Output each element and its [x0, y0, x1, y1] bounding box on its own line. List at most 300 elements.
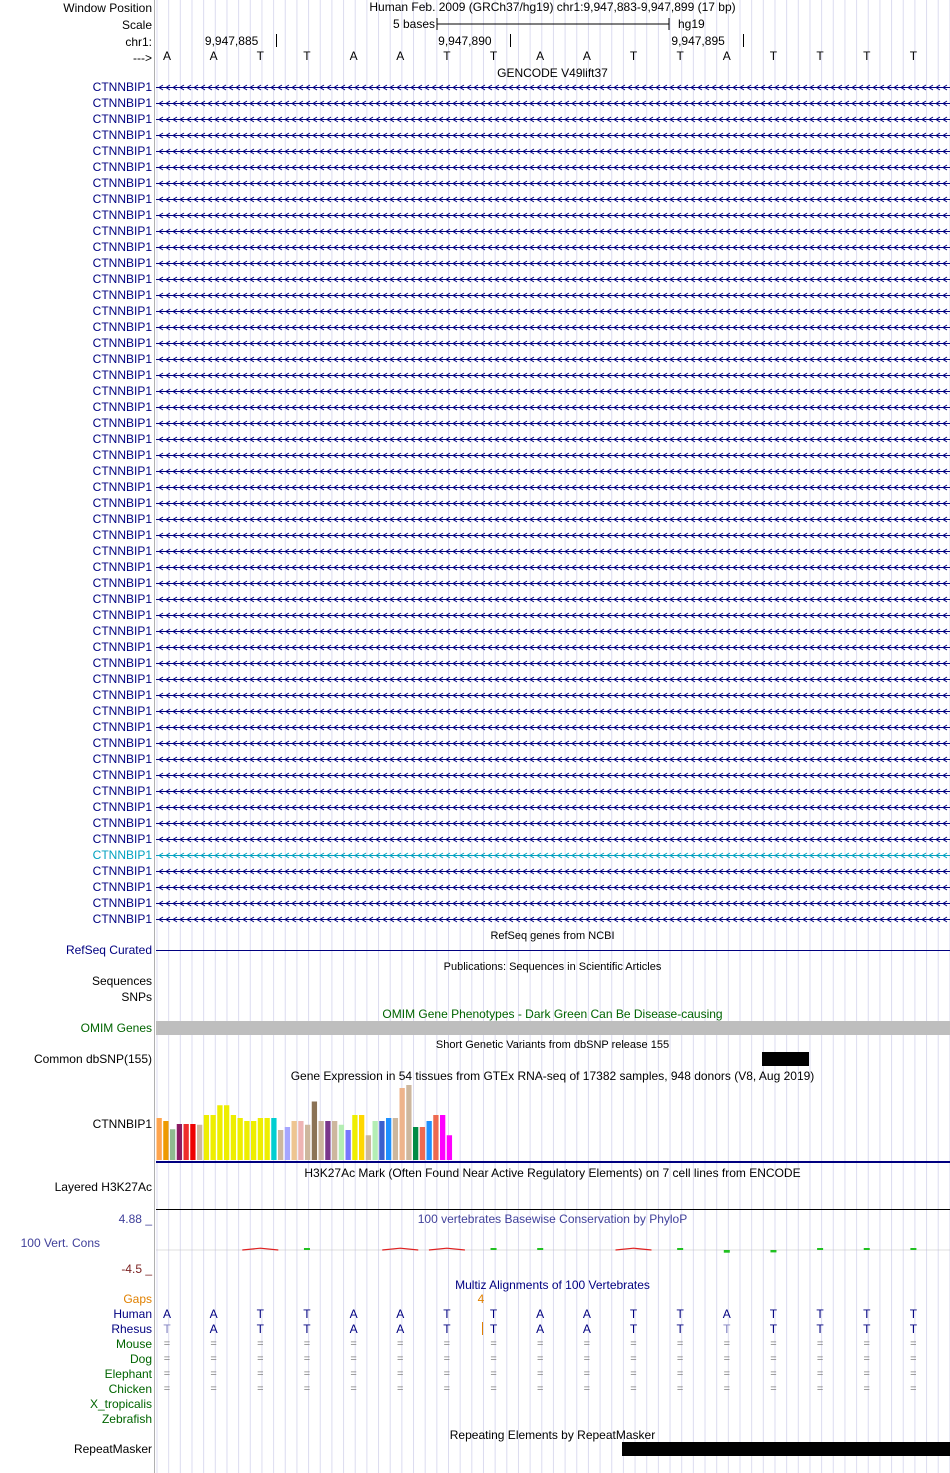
gtex-tissue-bar[interactable] — [319, 1121, 324, 1160]
identical-base-symbol: = — [210, 1338, 217, 1350]
identical-base-symbol: = — [443, 1383, 451, 1395]
gap-count: 4 — [477, 1292, 485, 1306]
species-label[interactable]: Dog — [129, 1352, 152, 1366]
gtex-tissue-bar[interactable] — [163, 1121, 168, 1160]
gtex-tissue-bar[interactable] — [197, 1125, 202, 1160]
phylop-mark — [537, 1248, 543, 1250]
human-base: A — [162, 1307, 171, 1321]
gencode-transcript[interactable] — [156, 197, 950, 202]
gtex-tissue-bar[interactable] — [305, 1125, 310, 1160]
phylop-mark — [677, 1248, 683, 1250]
gencode-transcript[interactable] — [156, 677, 950, 682]
gencode-transcript[interactable] — [156, 629, 950, 634]
gencode-gene-label[interactable]: CTNNBIP1 — [92, 608, 152, 622]
gencode-transcript[interactable] — [156, 357, 950, 362]
gtex-tissue-bar[interactable] — [298, 1121, 303, 1160]
identical-base-symbol: = — [863, 1338, 870, 1350]
gtex-tissue-bar[interactable] — [332, 1121, 337, 1160]
gencode-transcript[interactable] — [156, 581, 950, 586]
identical-base-symbol: = — [443, 1338, 451, 1350]
rhesus-base: T — [676, 1322, 684, 1336]
gencode-gene-label[interactable]: CTNNBIP1 — [92, 160, 152, 174]
species-label[interactable]: Chicken — [108, 1382, 152, 1396]
gencode-gene-label[interactable]: CTNNBIP1 — [92, 864, 152, 878]
strand-label[interactable]: ---> — [133, 51, 152, 65]
gencode-transcript[interactable] — [156, 165, 950, 170]
gtex-tissue-bar[interactable] — [346, 1130, 351, 1160]
ruler-tick-label: 9,947,885 — [204, 34, 259, 48]
gencode-transcript[interactable] — [156, 389, 950, 394]
gencode-gene-label[interactable]: CTNNBIP1 — [92, 704, 152, 718]
gencode-transcript[interactable] — [156, 821, 950, 826]
gencode-gene-label[interactable]: CTNNBIP1 — [92, 720, 152, 734]
gtex-tissue-bar[interactable] — [177, 1124, 182, 1160]
gtex-tissue-bar[interactable] — [251, 1121, 256, 1160]
gtex-tissue-bar[interactable] — [190, 1124, 195, 1160]
identical-base-symbol: = — [910, 1368, 917, 1380]
label-panel-divider — [154, 0, 155, 1473]
repeatmasker-track-title: Repeating Elements by RepeatMasker — [449, 1428, 656, 1442]
gencode-transcript[interactable] — [156, 917, 950, 922]
gtex-tissue-bar[interactable] — [238, 1118, 243, 1160]
gtex-tissue-bar[interactable] — [440, 1115, 445, 1160]
gtex-label[interactable]: CTNNBIP1 — [92, 1117, 152, 1131]
gtex-tissue-bar[interactable] — [420, 1127, 425, 1160]
dna-base: T — [629, 49, 638, 63]
gtex-tissue-bar[interactable] — [427, 1121, 432, 1160]
gencode-transcript[interactable] — [156, 101, 950, 106]
gencode-transcript[interactable] — [156, 181, 950, 186]
gtex-tissue-bar[interactable] — [184, 1124, 189, 1160]
gencode-transcript[interactable] — [156, 645, 950, 650]
human-base: T — [816, 1307, 824, 1321]
identical-base-symbol: = — [676, 1368, 684, 1380]
identical-base-symbol: = — [303, 1383, 311, 1395]
gencode-transcript[interactable] — [156, 149, 950, 154]
species-label[interactable]: Mouse — [115, 1337, 152, 1351]
gencode-gene-label[interactable]: CTNNBIP1 — [92, 752, 152, 766]
gencode-transcript[interactable] — [156, 517, 950, 522]
gencode-transcript[interactable] — [156, 293, 950, 298]
identical-base-symbol: = — [723, 1353, 731, 1365]
omim-track-title: OMIM Gene Phenotypes - Dark Green Can Be Disease-causing — [382, 1007, 723, 1021]
identical-base-symbol: = — [303, 1368, 311, 1380]
human-base: T — [676, 1307, 684, 1321]
gencode-transcript[interactable] — [156, 741, 950, 746]
gencode-gene-label[interactable]: CTNNBIP1 — [92, 416, 152, 430]
rhesus-base: A — [396, 1322, 405, 1336]
gencode-gene-label[interactable]: CTNNBIP1 — [92, 560, 152, 574]
gtex-tissue-bar[interactable] — [204, 1115, 209, 1160]
gencode-transcript[interactable] — [156, 485, 950, 490]
rhesus-base: T — [443, 1322, 451, 1336]
identical-base-symbol: = — [723, 1383, 731, 1395]
gencode-gene-label[interactable]: CTNNBIP1 — [92, 912, 152, 926]
gencode-gene-label[interactable]: CTNNBIP1 — [92, 448, 152, 462]
gtex-tissue-bar[interactable] — [224, 1105, 229, 1160]
gencode-transcript[interactable] — [156, 901, 950, 906]
identical-base-symbol: = — [676, 1383, 684, 1395]
gencode-gene-label[interactable]: CTNNBIP1 — [92, 320, 152, 334]
gencode-gene-label[interactable]: CTNNBIP1 — [92, 656, 152, 670]
publications-track-title: Publications: Sequences in Scientific Articles — [443, 961, 662, 973]
identical-base-symbol: = — [303, 1338, 311, 1350]
identical-base-symbol: = — [910, 1383, 917, 1395]
human-base: A — [582, 1307, 591, 1321]
human-base: T — [629, 1307, 638, 1321]
dbsnp-feature[interactable] — [762, 1052, 809, 1066]
gencode-transcript[interactable] — [156, 453, 950, 458]
dna-base: T — [303, 49, 311, 63]
repeatmasker-label[interactable]: RepeatMasker — [73, 1442, 152, 1456]
identical-base-symbol: = — [350, 1338, 357, 1350]
gencode-transcript[interactable] — [156, 693, 950, 698]
gencode-gene-label[interactable]: CTNNBIP1 — [92, 464, 152, 478]
h3k27ac-label[interactable]: Layered H3K27Ac — [54, 1180, 152, 1194]
phylop-mark — [864, 1248, 870, 1250]
species-label[interactable]: X_tropicalis — [89, 1397, 152, 1411]
gencode-gene-label[interactable]: CTNNBIP1 — [92, 640, 152, 654]
gencode-gene-label[interactable]: CTNNBIP1 — [92, 512, 152, 526]
repeatmasker-feature[interactable] — [622, 1442, 950, 1456]
gencode-gene-label[interactable]: CTNNBIP1 — [92, 400, 152, 414]
identical-base-symbol: = — [163, 1368, 171, 1380]
gencode-gene-label[interactable]: CTNNBIP1 — [92, 576, 152, 590]
ruler-tick-mark — [743, 34, 744, 47]
gtex-tissue-bar[interactable] — [386, 1118, 391, 1160]
phylop-track-title: 100 vertebrates Basewise Conservation by PhyloP — [417, 1212, 688, 1226]
gencode-transcript[interactable] — [156, 245, 950, 250]
dna-base: A — [162, 49, 171, 63]
gtex-tissue-bar[interactable] — [258, 1118, 263, 1160]
gencode-gene-label[interactable]: CTNNBIP1 — [92, 336, 152, 350]
gencode-gene-label[interactable]: CTNNBIP1 — [92, 544, 152, 558]
gtex-tissue-bar[interactable] — [339, 1125, 344, 1160]
gencode-gene-label[interactable]: CTNNBIP1 — [92, 832, 152, 846]
identical-base-symbol: = — [816, 1353, 824, 1365]
gtex-track-separator — [156, 1161, 950, 1163]
identical-base-symbol: = — [536, 1368, 544, 1380]
human-base: A — [536, 1307, 545, 1321]
gtex-tissue-bar[interactable] — [393, 1118, 398, 1160]
gtex-track-title: Gene Expression in 54 tissues from GTEx RNA-seq of 17382 samples, 948 donors (V8, Aug 2019) — [290, 1069, 815, 1083]
gtex-tissue-bar[interactable] — [157, 1118, 162, 1160]
gencode-transcript[interactable] — [156, 789, 950, 794]
gencode-transcript[interactable] — [156, 885, 950, 890]
omim-feature-bar[interactable] — [156, 1021, 950, 1035]
gencode-gene-label[interactable]: CTNNBIP1 — [92, 192, 152, 206]
identical-base-symbol: = — [257, 1338, 264, 1350]
identical-base-symbol: = — [676, 1338, 684, 1350]
rhesus-base: A — [582, 1322, 591, 1336]
gtex-tissue-bar[interactable] — [325, 1121, 330, 1160]
gencode-transcript[interactable] — [156, 709, 950, 714]
identical-base-symbol: = — [397, 1353, 404, 1365]
dna-base: T — [909, 49, 918, 63]
gencode-gene-label[interactable]: CTNNBIP1 — [92, 240, 152, 254]
identical-base-symbol: = — [770, 1353, 777, 1365]
identical-base-symbol: = — [257, 1368, 264, 1380]
gtex-tissue-bar[interactable] — [211, 1115, 216, 1160]
gencode-transcript[interactable] — [156, 373, 950, 378]
gencode-gene-label[interactable]: CTNNBIP1 — [92, 272, 152, 286]
rhesus-base: T — [303, 1322, 311, 1336]
gencode-transcript[interactable] — [156, 341, 950, 346]
phylop-mark — [491, 1248, 497, 1250]
gencode-gene-label[interactable]: CTNNBIP1 — [92, 480, 152, 494]
gencode-gene-label[interactable]: CTNNBIP1 — [92, 592, 152, 606]
identical-base-symbol: = — [443, 1368, 451, 1380]
gencode-gene-label[interactable]: CTNNBIP1 — [92, 688, 152, 702]
gencode-gene-label[interactable]: CTNNBIP1 — [92, 128, 152, 142]
dna-base: A — [349, 49, 358, 63]
identical-base-symbol: = — [676, 1353, 684, 1365]
gencode-gene-label[interactable]: CTNNBIP1 — [92, 736, 152, 750]
gencode-gene-label[interactable]: CTNNBIP1 — [92, 800, 152, 814]
gencode-transcript[interactable] — [156, 805, 950, 810]
gtex-tissue-bar[interactable] — [366, 1135, 371, 1160]
human-base: T — [769, 1307, 778, 1321]
identical-base-symbol: = — [910, 1338, 917, 1350]
phylop-plot[interactable] — [156, 1228, 950, 1273]
rhesus-base: T — [909, 1322, 918, 1336]
gencode-gene-label[interactable]: CTNNBIP1 — [92, 768, 152, 782]
gtex-tissue-bar[interactable] — [278, 1130, 283, 1160]
gencode-transcript[interactable] — [156, 757, 950, 762]
ruler-tick-mark — [510, 34, 511, 47]
gencode-transcript[interactable] — [156, 501, 950, 506]
omim-label[interactable]: OMIM Genes — [80, 1021, 152, 1035]
assembly-position-text: Human Feb. 2009 (GRCh37/hg19) chr1:9,947,883-9,947,899 (17 bp) — [369, 0, 736, 14]
identical-base-symbol: = — [630, 1353, 637, 1365]
dna-base: A — [396, 49, 405, 63]
gencode-transcript[interactable] — [156, 469, 950, 474]
publications-label-sequences[interactable]: Sequences — [91, 974, 152, 988]
species-label[interactable]: Elephant — [104, 1367, 152, 1381]
gencode-gene-label[interactable]: CTNNBIP1 — [92, 896, 152, 910]
gencode-transcript[interactable] — [156, 213, 950, 218]
gencode-transcript[interactable] — [156, 837, 950, 842]
identical-base-symbol: = — [723, 1338, 731, 1350]
phylop-label[interactable]: 100 Vert. Cons — [20, 1236, 100, 1250]
gencode-gene-label[interactable]: CTNNBIP1 — [92, 672, 152, 686]
identical-base-symbol: = — [630, 1338, 637, 1350]
gtex-tissue-bar[interactable] — [265, 1118, 270, 1160]
rhesus-base: T — [256, 1322, 264, 1336]
chrom-label[interactable]: chr1: — [125, 35, 152, 49]
gtex-tissue-bar[interactable] — [447, 1135, 452, 1160]
phylop-mark — [910, 1248, 916, 1250]
phylop-mark — [724, 1250, 730, 1253]
gencode-transcript[interactable] — [156, 261, 950, 266]
dna-base: T — [443, 49, 451, 63]
human-base: T — [489, 1307, 498, 1321]
identical-base-symbol: = — [536, 1383, 544, 1395]
publications-label-snps[interactable]: SNPs — [121, 990, 152, 1004]
gencode-transcript[interactable] — [156, 533, 950, 538]
gencode-gene-label[interactable]: CTNNBIP1 — [92, 880, 152, 894]
rhesus-base: T — [723, 1322, 731, 1336]
rhesus-base: A — [349, 1322, 358, 1336]
rhesus-base: A — [536, 1322, 545, 1336]
gencode-transcript[interactable] — [156, 613, 950, 618]
gencode-transcript[interactable] — [156, 773, 950, 778]
identical-base-symbol: = — [210, 1383, 217, 1395]
gencode-transcript[interactable] — [156, 309, 950, 314]
identical-base-symbol: = — [630, 1383, 637, 1395]
gencode-transcript[interactable] — [156, 229, 950, 234]
gtex-tissue-bar[interactable] — [312, 1102, 317, 1161]
gencode-gene-label[interactable]: CTNNBIP1 — [92, 352, 152, 366]
gencode-transcript[interactable] — [156, 869, 950, 874]
gencode-transcript[interactable] — [156, 549, 950, 554]
identical-base-symbol: = — [536, 1338, 544, 1350]
gencode-transcript[interactable] — [156, 661, 950, 666]
gencode-gene-label[interactable]: CTNNBIP1 — [92, 176, 152, 190]
gencode-gene-label[interactable]: CTNNBIP1 — [92, 80, 152, 94]
gtex-tissue-bar[interactable] — [170, 1129, 175, 1160]
gencode-gene-label[interactable]: CTNNBIP1 — [92, 96, 152, 110]
scale-db-text: hg19 — [678, 17, 705, 31]
gencode-transcript[interactable] — [156, 325, 950, 330]
identical-base-symbol: = — [257, 1353, 264, 1365]
identical-base-symbol: = — [163, 1338, 171, 1350]
gencode-transcript[interactable] — [156, 133, 950, 138]
gencode-features[interactable] — [156, 80, 950, 930]
gencode-transcript[interactable] — [156, 117, 950, 122]
dna-base: T — [769, 49, 778, 63]
gencode-gene-label[interactable]: CTNNBIP1 — [92, 848, 152, 862]
refseq-label[interactable]: RefSeq Curated — [65, 943, 152, 957]
identical-base-symbol: = — [630, 1368, 637, 1380]
gencode-transcript[interactable] — [156, 597, 950, 602]
identical-base-symbol: = — [350, 1383, 357, 1395]
dna-base: A — [722, 49, 731, 63]
h3k27ac-track-title: H3K27Ac Mark (Often Found Near Active Regulatory Elements) on 7 cell lines from ENCODE — [304, 1166, 801, 1180]
gencode-gene-label[interactable]: CTNNBIP1 — [92, 816, 152, 830]
gencode-gene-label[interactable]: CTNNBIP1 — [92, 224, 152, 238]
gencode-gene-label[interactable]: CTNNBIP1 — [92, 384, 152, 398]
phylop-mark — [817, 1248, 823, 1250]
gencode-gene-label[interactable]: CTNNBIP1 — [92, 112, 152, 126]
gtex-tissue-bar[interactable] — [352, 1115, 357, 1160]
gtex-tissue-bar[interactable] — [413, 1127, 418, 1160]
identical-base-symbol: = — [490, 1338, 497, 1350]
gtex-tissue-bar[interactable] — [400, 1088, 405, 1160]
dbsnp-label[interactable]: Common dbSNP(155) — [33, 1052, 152, 1066]
gtex-tissue-bar[interactable] — [231, 1115, 236, 1160]
rhesus-base: T — [629, 1322, 638, 1336]
identical-base-symbol: = — [397, 1368, 404, 1380]
phylop-ymin: -4.5 _ — [121, 1262, 152, 1276]
gaps-label[interactable]: Gaps — [123, 1292, 152, 1306]
gencode-gene-label[interactable]: CTNNBIP1 — [92, 496, 152, 510]
identical-base-symbol: = — [816, 1338, 824, 1350]
phylop-ymax: 4.88 _ — [118, 1212, 152, 1226]
human-base: T — [303, 1307, 311, 1321]
identical-base-symbol: = — [443, 1353, 451, 1365]
window-position-label[interactable]: Window Position — [63, 1, 152, 15]
gencode-transcript[interactable] — [156, 85, 950, 90]
dbsnp-track-title: Short Genetic Variants from dbSNP release 155 — [435, 1039, 670, 1051]
gtex-tissue-bar[interactable] — [292, 1121, 297, 1160]
gtex-tissue-bar[interactable] — [285, 1127, 290, 1160]
identical-base-symbol: = — [816, 1368, 824, 1380]
identical-base-symbol: = — [257, 1383, 264, 1395]
gencode-transcript[interactable] — [156, 853, 950, 858]
gencode-transcript[interactable] — [156, 725, 950, 730]
gtex-bar-chart[interactable] — [156, 1084, 556, 1161]
identical-base-symbol: = — [210, 1368, 217, 1380]
gencode-transcript[interactable] — [156, 405, 950, 410]
gencode-gene-label[interactable]: CTNNBIP1 — [92, 208, 152, 222]
rhesus-base: A — [209, 1322, 218, 1336]
identical-base-symbol: = — [583, 1383, 591, 1395]
gtex-tissue-bar[interactable] — [406, 1085, 411, 1160]
gtex-tissue-bar[interactable] — [271, 1118, 276, 1160]
ruler-tick-mark — [276, 34, 277, 47]
ruler-tick-label: 9,947,895 — [671, 34, 725, 48]
identical-base-symbol: = — [163, 1383, 171, 1395]
identical-base-symbol: = — [350, 1368, 357, 1380]
gtex-tissue-bar[interactable] — [379, 1121, 384, 1160]
identical-base-symbol: = — [350, 1353, 357, 1365]
dna-base: T — [816, 49, 824, 63]
gencode-gene-label[interactable]: CTNNBIP1 — [92, 432, 152, 446]
species-label[interactable]: Human — [113, 1307, 152, 1321]
gencode-transcript[interactable] — [156, 277, 950, 282]
rhesus-base: T — [816, 1322, 824, 1336]
gencode-gene-label[interactable]: CTNNBIP1 — [92, 256, 152, 270]
identical-base-symbol: = — [583, 1338, 591, 1350]
species-label[interactable]: Rhesus — [111, 1322, 152, 1336]
gencode-transcript[interactable] — [156, 437, 950, 442]
gtex-tissue-bar[interactable] — [359, 1115, 364, 1160]
gencode-gene-label[interactable]: CTNNBIP1 — [92, 784, 152, 798]
gtex-tissue-bar[interactable] — [217, 1105, 222, 1160]
gencode-gene-label[interactable]: CTNNBIP1 — [92, 368, 152, 382]
phylop-mark — [770, 1250, 776, 1252]
identical-base-symbol: = — [770, 1368, 777, 1380]
gtex-tissue-bar[interactable] — [433, 1115, 438, 1160]
human-base: A — [349, 1307, 358, 1321]
dna-base: A — [209, 49, 218, 63]
gtex-tissue-bar[interactable] — [244, 1121, 249, 1160]
human-base: T — [863, 1307, 871, 1321]
gencode-transcript[interactable] — [156, 565, 950, 570]
rhesus-base: T — [489, 1322, 498, 1336]
identical-base-symbol: = — [583, 1353, 591, 1365]
human-base: A — [396, 1307, 405, 1321]
scale-label[interactable]: Scale — [121, 18, 152, 32]
gencode-gene-label[interactable]: CTNNBIP1 — [92, 144, 152, 158]
h3k27ac-separator — [156, 1209, 950, 1210]
species-label[interactable]: Zebrafish — [101, 1412, 152, 1426]
gencode-gene-label[interactable]: CTNNBIP1 — [92, 528, 152, 542]
gencode-transcript[interactable] — [156, 421, 950, 426]
gtex-tissue-bar[interactable] — [373, 1121, 378, 1160]
gencode-gene-label[interactable]: CTNNBIP1 — [92, 288, 152, 302]
human-base: T — [443, 1307, 451, 1321]
refseq-feature-line[interactable] — [156, 950, 950, 951]
ruler-tick-label: 9,947,890 — [438, 34, 492, 48]
dna-base: T — [863, 49, 871, 63]
gencode-gene-label[interactable]: CTNNBIP1 — [92, 624, 152, 638]
identical-base-symbol: = — [397, 1383, 404, 1395]
identical-base-symbol: = — [910, 1353, 917, 1365]
human-base: A — [722, 1307, 731, 1321]
gencode-gene-label[interactable]: CTNNBIP1 — [92, 304, 152, 318]
